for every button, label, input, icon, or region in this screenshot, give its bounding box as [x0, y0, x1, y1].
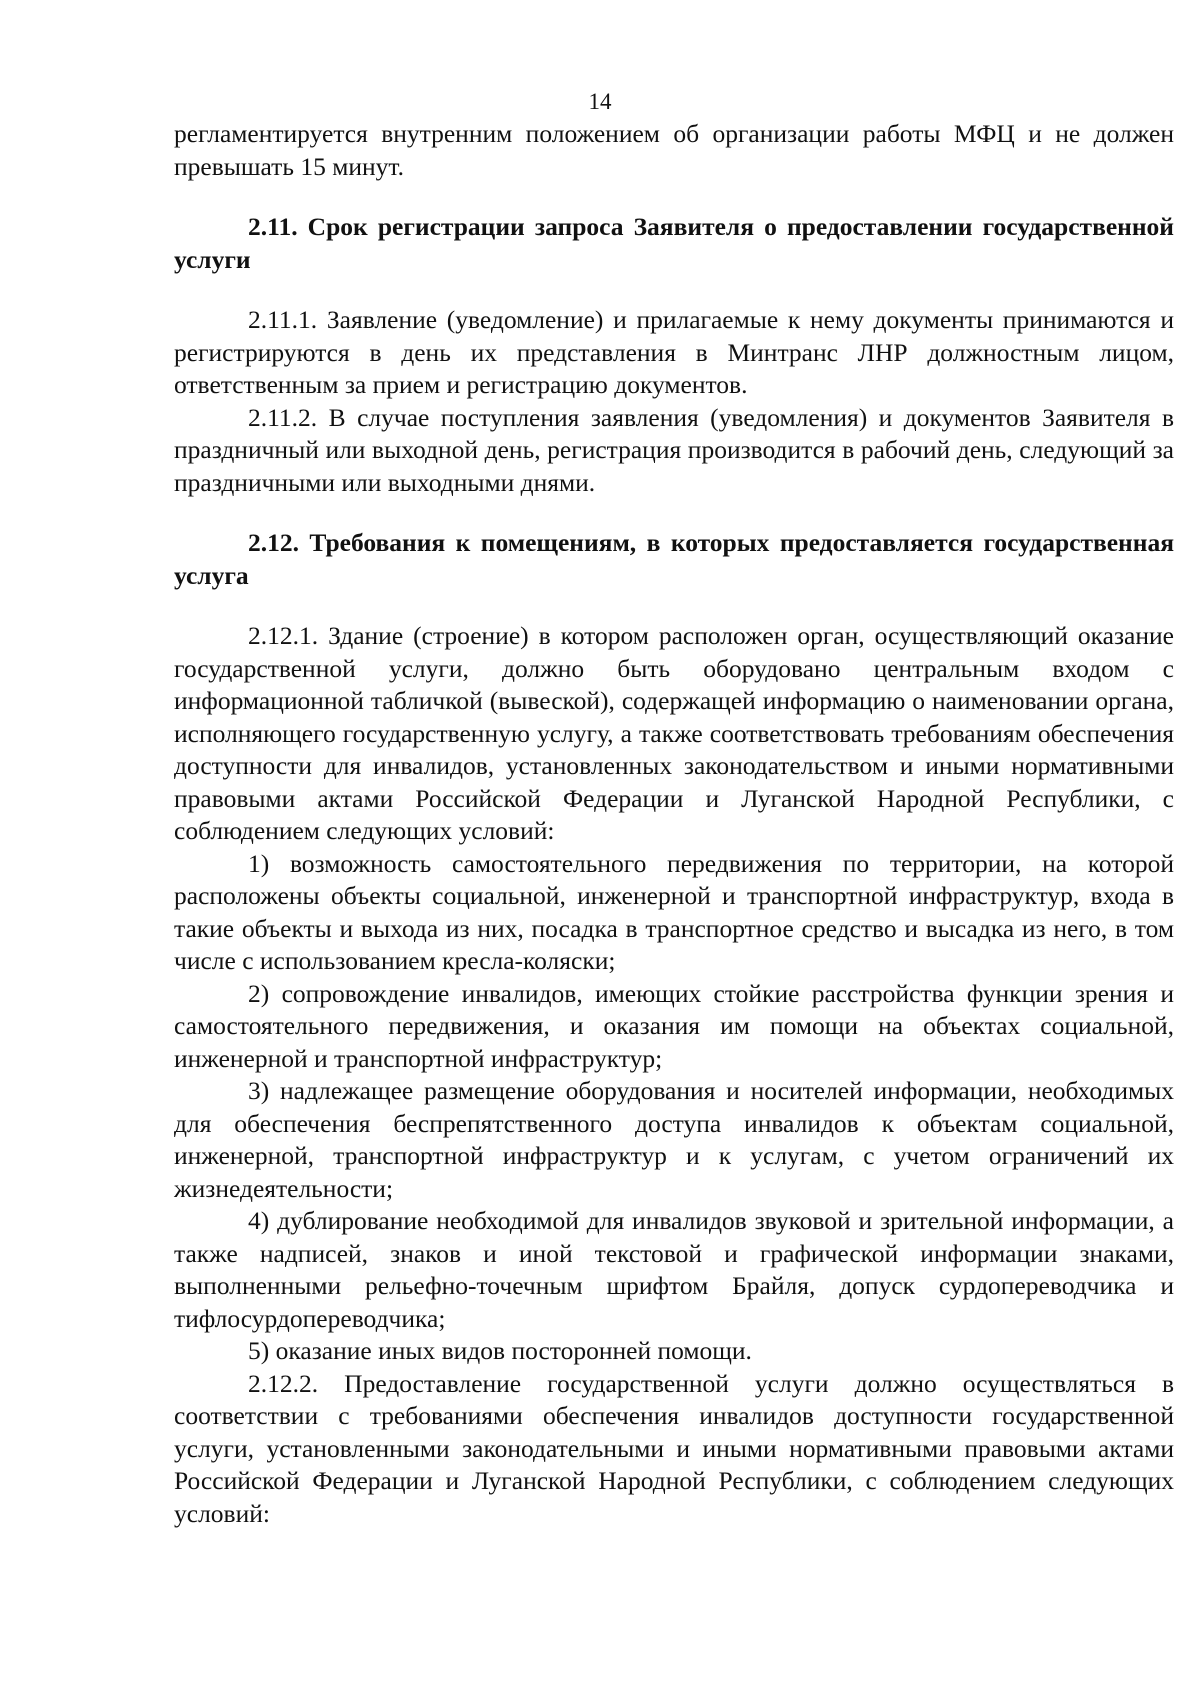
list-item-3: 3) надлежащее размещение оборудования и носителей информации, необходимых для обеспечения беспрепятственного доступа инвалидов к объектам социальной, инженерной, транспортной инфраструктур и к услугам, с учетом ограничений их жизнедеятельности; — [174, 1076, 1174, 1203]
document-body — [174, 118, 1174, 1530]
continuation-paragraph: регламентируется внутренним положением об организации работы МФЦ и не должен превышать 15 минут. — [174, 119, 1174, 181]
list-item-1: 1) возможность самостоятельного передвижения по территории, на которой расположены объекты социальной, инженерной и транспортной инфраструктур, входа в такие объекты и выхода из них, посадка в транспортное средство и высадка из него, в том числе с использованием кресла-коляски; — [174, 848, 1174, 975]
paragraph-2-11-1: 2.11.1. Заявление (уведомление) и прилагаемые к нему документы принимаются и регистрируются в день их представления в Минтранс ЛНР должностным лицом, ответственным за прием и регистрацию документов. — [174, 305, 1174, 399]
spacer — [174, 499, 1174, 527]
paragraph-2-12-1: 2.12.1. Здание (строение) в котором расположен орган, осуществляющий оказание государственной услуги, должно быть оборудовано центральным входом с информационной табличкой (вывеской), содержащей информацию о наименовании органа, исполняющего государственную услугу, а также соответствовать требованиям обеспечения доступности для инвалидов, установленных законодательством и иными нормативными правовыми актами Российской Федерации и Луганской Народной Республики, с соблюдением следующих условий: — [174, 621, 1174, 845]
paragraph-2-12-2: 2.12.2. Предоставление государственной услуги должно осуществляться в соответствии с требованиями обеспечения инвалидов доступности государственной услуги, установленными законодательными и иными нормативными правовыми актами Российской Федерации и Луганской Народной Республики, с соблюдением следующих условий: — [174, 1368, 1174, 1528]
page-number: 14 — [588, 89, 612, 114]
list-item-5: 5) оказание иных видов посторонней помощи. — [248, 1336, 752, 1365]
spacer — [174, 592, 1174, 620]
paragraph-2-11-2: 2.11.2. В случае поступления заявления (уведомления) и документов Заявителя в праздничный или выходной день, регистрация производится в рабочий день, следующий за праздничными или выходными днями. — [174, 402, 1174, 497]
list-item-2: 2) сопровождение инвалидов, имеющих стойкие расстройства функции зрения и самостоятельного передвижения, и оказания им помощи на объектах социальной, инженерной и транспортной инфраструктур; — [174, 978, 1174, 1073]
spacer — [174, 276, 1174, 304]
section-heading-2-12: 2.12. Требования к помещениям, в которых предоставляется государственная услуга — [174, 528, 1174, 590]
list-item-4: 4) дублирование необходимой для инвалидов звуковой и зрительной информации, а также надписей, знаков и иной текстовой и графической информации знаками, выполненными рельефно-точечным шрифтом Брайля, допуск сурдопереводчика и тифлосурдопереводчика; — [174, 1206, 1174, 1333]
spacer — [174, 183, 1174, 211]
section-heading-2-11: 2.11. Срок регистрации запроса Заявителя о предоставлении государственной услуги — [174, 212, 1174, 274]
